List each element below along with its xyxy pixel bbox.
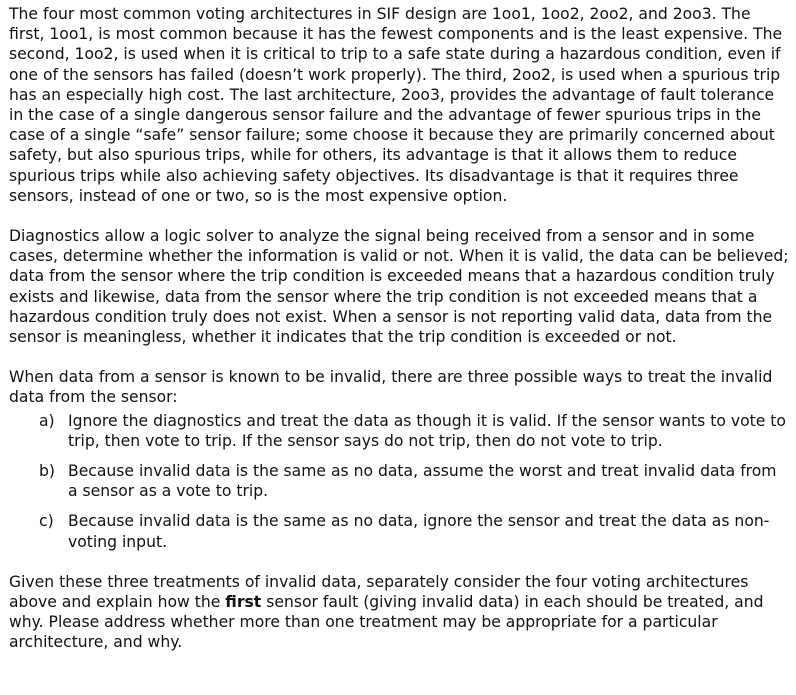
question-emphasis-first: first [225,593,262,612]
paragraph-gap [9,552,789,572]
paragraph-voting-architectures: The four most common voting architectures in SIF design are 1oo1, 1oo2, 2oo2, and 2oo3. The first, 1oo1, is most common because it has the fewest components and is the least expensive. The second, 1oo2, is used when it is critical to trip to a safe state during a hazardous condition, even if one of the sensors has failed (doesn’t work properly). The third, 2oo2, is used when a spurious trip has an especially high cost. The last architecture, 2oo3, provides the advantage of fault tolerance in the case of a single dangerous sensor failure and the advantage of fewer spurious trips in the case of a single “safe” sensor failure; some choose it because they are primarily concerned about safety, but also spurious trips, while for others, its advantage is that it allows them to reduce spurious trips while also achieving safety objectives. Its disadvantage is that it requires three sensors, instead of one or two, so is the most expensive option. [9,5,783,205]
question-text-end: sensor fault (giving invalid data) in each should be treated, and why. Please address whether more than one treatment may be appropriate for a particular architecture, and why. [9,593,764,652]
paragraph-diagnostics: Diagnostics allow a logic solver to analyze the signal being received from a sensor and in some cases, determine whether the information is valid or not. When it is valid, the data can be believed; data from the sensor where the trip condition is exceeded means that a hazardous condition truly exists and likewise, data from the sensor where the trip condition is not exceeded means that a hazardous condition truly does not exist. When a sensor is not reporting valid data, data from the sensor is meaningless, whether it indicates that the trip condition is exceeded or not. [9,227,789,347]
paragraph-invalid-data-intro: When data from a sensor is known to be invalid, there are three possible ways to treat the invalid data from the sensor: [9,368,773,407]
list-marker: c) [39,512,54,531]
list-marker: a) [39,411,55,430]
list-item-text: Because invalid data is the same as no data, ignore the sensor and treat the data as non-voting input. [68,512,770,551]
paragraph-gap [9,206,789,226]
list-item-text: Ignore the diagnostics and treat the data as though it is valid. If the sensor wants to vote to trip, then vote to trip. If the sensor says do not trip, then do not vote to trip. [68,411,786,450]
list-item-c [9,511,789,551]
paragraph-question [9,572,789,653]
list-item-text: Because invalid data is the same as no data, assume the worst and treat invalid data from a sensor as a vote to trip. [68,462,777,501]
document-body [9,4,789,653]
treatment-options-list [9,411,789,552]
list-item-b [9,461,789,501]
list-marker: b) [39,462,55,481]
paragraph-gap [9,347,789,367]
question-text-start: Given these three treatments of invalid data, separately consider the four voting architectures above and explain how the [9,572,749,612]
list-item-a [9,411,789,451]
